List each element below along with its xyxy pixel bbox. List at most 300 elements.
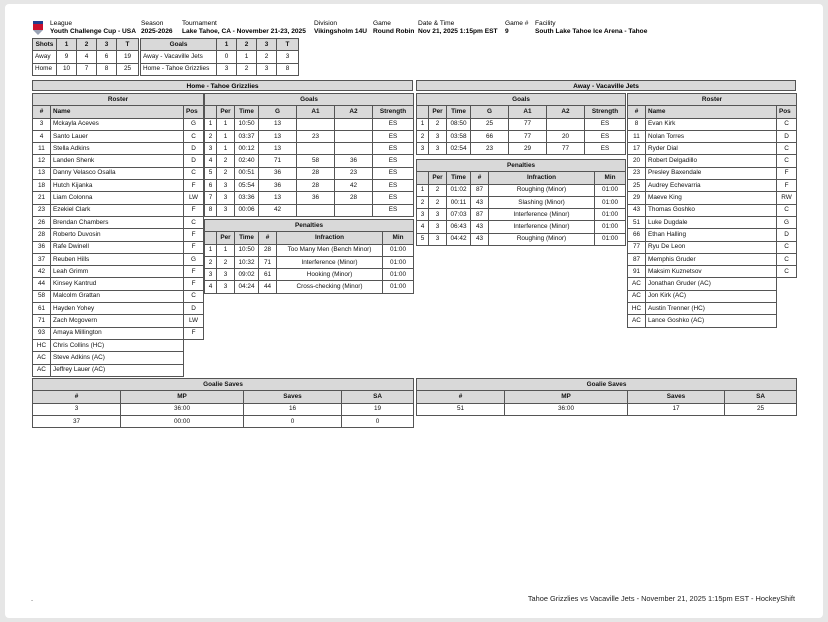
table-cell <box>335 130 373 142</box>
column-header: Infraction <box>489 172 595 184</box>
table-cell: 77 <box>509 130 547 142</box>
game-number-value: 9 <box>505 27 509 35</box>
column-header: Infraction <box>277 232 383 244</box>
home-roster-row <box>33 327 204 339</box>
table-cell: C <box>777 253 797 265</box>
table-cell: 10:50 <box>235 244 259 256</box>
home-penalties-table <box>204 219 414 294</box>
table-cell <box>297 143 335 155</box>
table-cell: 26 <box>33 216 51 228</box>
table-cell <box>335 118 373 130</box>
column-header: Time <box>447 106 471 118</box>
home-penalty-row <box>205 256 414 268</box>
table-cell: 36 <box>33 241 51 253</box>
table-cell: C <box>777 143 797 155</box>
table-cell: 1 <box>205 118 217 130</box>
away-roster-row <box>628 130 797 142</box>
staff-name: Jonathan Gruder (AC) <box>646 278 777 290</box>
home-staff-row <box>33 352 204 364</box>
table-cell: 3 <box>257 63 277 75</box>
column-header: Per <box>429 106 447 118</box>
table-cell: Liam Colonna <box>51 192 184 204</box>
column-header: Strength <box>585 106 626 118</box>
table-cell: 18 <box>33 180 51 192</box>
staff-role: AC <box>628 278 646 290</box>
table-cell: 04:24 <box>235 281 259 293</box>
table-cell: 36 <box>297 192 335 204</box>
table-cell: C <box>777 155 797 167</box>
home-goal-row <box>205 167 414 179</box>
home-goals-table <box>204 93 414 217</box>
table-cell: 11 <box>33 143 51 155</box>
column-header: Goals <box>141 39 217 51</box>
table-cell: Slashing (Minor) <box>489 196 595 208</box>
datetime-label: Date & Time <box>418 20 455 27</box>
datetime-value: Nov 21, 2025 1:15pm EST <box>418 27 498 35</box>
table-cell: 3 <box>217 192 235 204</box>
table-cell: D <box>777 130 797 142</box>
table-cell: 58 <box>297 155 335 167</box>
table-cell: 1 <box>217 244 235 256</box>
datetime-field <box>418 20 498 35</box>
home-goal-row <box>205 118 414 130</box>
table-cell: 01:00 <box>595 233 626 245</box>
column-header: Per <box>217 232 235 244</box>
away-saves-header-row <box>417 391 797 403</box>
away-goalie-saves-title: Goalie Saves <box>417 379 797 391</box>
away-roster-row <box>628 155 797 167</box>
table-cell: 9 <box>57 51 77 63</box>
table-cell: Santo Lauer <box>51 130 184 142</box>
table-cell: 36 <box>335 155 373 167</box>
game-number-field <box>505 20 528 35</box>
column-header: T <box>277 39 299 51</box>
column-header: G <box>259 106 297 118</box>
table-cell: 4 <box>205 281 217 293</box>
column-header: T <box>117 39 139 51</box>
column-header: # <box>33 391 121 403</box>
season-field <box>141 20 173 35</box>
table-cell: 00:12 <box>235 143 259 155</box>
table-cell: 36 <box>259 180 297 192</box>
table-cell: 11 <box>628 130 646 142</box>
table-cell: F <box>184 266 204 278</box>
column-header: 1 <box>57 39 77 51</box>
home-goal-row <box>205 130 414 142</box>
away-roster-row <box>628 216 797 228</box>
table-cell: 13 <box>259 130 297 142</box>
table-cell: Mckayla Aceves <box>51 118 184 130</box>
footer-text: Tahoe Grizzlies vs Vacaville Jets - November 21, 2025 1:15pm EST - HockeyShift <box>527 594 795 603</box>
goals-summary-row <box>141 51 299 63</box>
table-cell: 3 <box>429 130 447 142</box>
table-cell: 00:06 <box>235 204 259 216</box>
table-cell: ES <box>373 167 414 179</box>
table-cell: C <box>184 290 204 302</box>
table-cell: 13 <box>259 192 297 204</box>
table-cell: 02:40 <box>235 155 259 167</box>
table-cell: 6 <box>205 180 217 192</box>
table-cell: C <box>777 204 797 216</box>
table-cell: 00:11 <box>447 196 471 208</box>
table-cell: D <box>184 143 204 155</box>
home-penalties-title: Penalties <box>205 220 414 232</box>
table-cell: 23 <box>628 167 646 179</box>
column-header: Shots <box>33 39 57 51</box>
table-cell: 3 <box>429 209 447 221</box>
away-staff-row <box>628 278 797 290</box>
table-cell: Hayden Yohey <box>51 303 184 315</box>
table-cell: G <box>184 118 204 130</box>
table-cell: 16 <box>244 403 342 415</box>
table-cell: Maeve King <box>646 192 777 204</box>
table-cell: 51 <box>628 216 646 228</box>
table-cell: Stella Adkins <box>51 143 184 155</box>
table-cell: Home - Tahoe Grizzlies <box>141 63 217 75</box>
table-cell: Memphis Gruder <box>646 253 777 265</box>
shots-row <box>33 63 139 75</box>
staff-role: AC <box>628 315 646 327</box>
table-cell: Presley Baxendale <box>646 167 777 179</box>
table-cell: 42 <box>335 180 373 192</box>
table-cell: D <box>777 229 797 241</box>
tournament-value: Lake Tahoe, CA - November 21-23, 2025 <box>182 27 306 35</box>
column-header: Pos <box>777 106 797 118</box>
table-cell: 1 <box>237 51 257 63</box>
table-cell: 3 <box>429 143 447 155</box>
table-cell: ES <box>373 180 414 192</box>
table-cell: 43 <box>471 233 489 245</box>
home-penalty-row <box>205 269 414 281</box>
table-cell: F <box>184 229 204 241</box>
table-cell: 37 <box>33 253 51 265</box>
staff-name: Austin Trenner (HC) <box>646 303 777 315</box>
table-cell: 06:43 <box>447 221 471 233</box>
table-cell: Interference (Minor) <box>489 209 595 221</box>
table-cell: 3 <box>429 221 447 233</box>
column-header: A1 <box>297 106 335 118</box>
table-cell: 01:00 <box>383 281 414 293</box>
table-cell: F <box>184 278 204 290</box>
table-cell: 0 <box>244 415 342 427</box>
table-cell: C <box>777 241 797 253</box>
table-cell: 10:50 <box>235 118 259 130</box>
away-roster-row <box>628 143 797 155</box>
table-cell: Rafe Dwinell <box>51 241 184 253</box>
shots-header-row <box>33 39 139 51</box>
column-header: Per <box>217 106 235 118</box>
table-cell: 3 <box>217 281 235 293</box>
home-roster-row <box>33 278 204 290</box>
table-cell: Reuben Hills <box>51 253 184 265</box>
table-cell: 7 <box>77 63 97 75</box>
table-cell: 28 <box>33 229 51 241</box>
away-penalty-row <box>417 209 626 221</box>
table-cell: 0 <box>342 415 414 427</box>
column-header <box>205 106 217 118</box>
table-cell: 01:00 <box>595 196 626 208</box>
table-cell: 3 <box>277 51 299 63</box>
column-header: # <box>628 106 646 118</box>
table-cell: F <box>777 167 797 179</box>
table-cell: Ryu De Leon <box>646 241 777 253</box>
game-field <box>373 20 414 35</box>
home-roster-row <box>33 216 204 228</box>
home-team-title: Home - Tahoe Grizzlies <box>32 80 413 91</box>
table-cell: 2 <box>429 118 447 130</box>
table-cell: LW <box>184 315 204 327</box>
table-cell: Nolan Torres <box>646 130 777 142</box>
home-roster-row <box>33 130 204 142</box>
column-header: 2 <box>237 39 257 51</box>
home-roster-row <box>33 167 204 179</box>
column-header: Time <box>235 232 259 244</box>
column-header: A1 <box>509 106 547 118</box>
table-cell: 1 <box>417 184 429 196</box>
table-cell: ES <box>373 118 414 130</box>
away-roster-row <box>628 253 797 265</box>
table-cell: 2 <box>257 51 277 63</box>
home-roster-row <box>33 241 204 253</box>
away-penalties-table <box>416 159 626 246</box>
table-cell: 3 <box>205 269 217 281</box>
table-cell: 2 <box>237 63 257 75</box>
home-goals-header-row <box>205 106 414 118</box>
table-cell: 01:00 <box>595 209 626 221</box>
table-cell: 87 <box>471 209 489 221</box>
table-cell: 25 <box>471 118 509 130</box>
table-cell: 77 <box>509 118 547 130</box>
column-header: Strength <box>373 106 414 118</box>
staff-name: Jeffrey Lauer (AC) <box>51 364 184 376</box>
table-cell: 44 <box>259 281 277 293</box>
table-cell: 19 <box>342 403 414 415</box>
goals-summary-header-row <box>141 39 299 51</box>
home-staff-row <box>33 364 204 376</box>
table-cell: 77 <box>628 241 646 253</box>
home-roster-row <box>33 204 204 216</box>
table-cell: 71 <box>33 315 51 327</box>
table-cell: 71 <box>259 155 297 167</box>
column-header: # <box>471 172 489 184</box>
away-penalties-title: Penalties <box>417 160 626 172</box>
table-cell: Too Many Men (Bench Minor) <box>277 244 383 256</box>
table-cell: ES <box>373 155 414 167</box>
table-cell: 03:58 <box>447 130 471 142</box>
table-cell: 3 <box>217 269 235 281</box>
table-cell: 03:36 <box>235 192 259 204</box>
staff-role: AC <box>628 290 646 302</box>
goals-summary-row <box>141 63 299 75</box>
column-header: # <box>417 391 505 403</box>
home-roster-row <box>33 266 204 278</box>
home-goal-row <box>205 192 414 204</box>
home-roster-row <box>33 290 204 302</box>
table-cell: 23 <box>297 130 335 142</box>
table-cell: 2 <box>429 184 447 196</box>
table-cell: 07:03 <box>447 209 471 221</box>
away-staff-row <box>628 290 797 302</box>
table-cell: 1 <box>205 244 217 256</box>
home-saves-row <box>33 403 414 415</box>
away-penalty-row <box>417 221 626 233</box>
table-cell: 29 <box>628 192 646 204</box>
staff-role: AC <box>33 364 51 376</box>
table-cell: 6 <box>97 51 117 63</box>
table-cell: C <box>777 118 797 130</box>
table-cell: 20 <box>547 130 585 142</box>
table-cell: 01:00 <box>383 244 414 256</box>
table-cell: 25 <box>117 63 139 75</box>
table-cell: 1 <box>217 143 235 155</box>
table-cell: Brendan Chambers <box>51 216 184 228</box>
table-cell: 28 <box>259 244 277 256</box>
home-goal-row <box>205 143 414 155</box>
table-cell: 43 <box>471 221 489 233</box>
column-header: 1 <box>217 39 237 51</box>
away-penalty-row <box>417 233 626 245</box>
table-cell: 66 <box>628 229 646 241</box>
table-cell: 23 <box>33 204 51 216</box>
column-header: # <box>259 232 277 244</box>
away-roster-row <box>628 192 797 204</box>
table-cell: 3 <box>217 204 235 216</box>
home-roster-table <box>32 93 204 377</box>
away-roster-row <box>628 118 797 130</box>
table-cell: Evan Kirk <box>646 118 777 130</box>
table-cell: 28 <box>297 167 335 179</box>
home-roster-row <box>33 315 204 327</box>
table-cell: 4 <box>77 51 97 63</box>
table-cell: ES <box>585 143 626 155</box>
away-roster-table <box>627 93 797 328</box>
table-cell: Thomas Goshko <box>646 204 777 216</box>
column-header: 3 <box>97 39 117 51</box>
away-penalty-row <box>417 196 626 208</box>
table-cell: 28 <box>297 180 335 192</box>
season-label: Season <box>141 20 164 27</box>
table-cell: Interference (Minor) <box>489 221 595 233</box>
column-header: # <box>33 106 51 118</box>
table-cell: Cross-checking (Minor) <box>277 281 383 293</box>
footer-dot: . <box>31 594 34 603</box>
table-cell: 1 <box>417 118 429 130</box>
table-cell: Malcolm Grattan <box>51 290 184 302</box>
home-saves-header-row <box>33 391 414 403</box>
away-roster-row <box>628 266 797 278</box>
column-header <box>417 172 429 184</box>
table-cell: C <box>184 167 204 179</box>
home-goal-row <box>205 180 414 192</box>
table-cell: 43 <box>471 196 489 208</box>
table-cell: 25 <box>628 180 646 192</box>
column-header: Time <box>235 106 259 118</box>
column-header: Saves <box>244 391 342 403</box>
table-cell: 4 <box>417 221 429 233</box>
table-cell: ES <box>373 143 414 155</box>
tournament-label: Tournament <box>182 20 217 27</box>
table-cell: 3 <box>417 209 429 221</box>
home-goals-title: Goals <box>205 94 414 106</box>
home-roster-header-row <box>33 106 204 118</box>
away-goals-header-row <box>417 106 626 118</box>
table-cell: Zach Mcgovern <box>51 315 184 327</box>
home-penalty-row <box>205 244 414 256</box>
away-roster-header-row <box>628 106 797 118</box>
table-cell: ES <box>373 130 414 142</box>
table-cell: C <box>184 216 204 228</box>
table-cell: G <box>184 253 204 265</box>
table-cell: Kinsey Kantrud <box>51 278 184 290</box>
facility-label: Facility <box>535 20 556 27</box>
table-cell: Roughing (Minor) <box>489 233 595 245</box>
home-roster-row <box>33 118 204 130</box>
table-cell: 61 <box>259 269 277 281</box>
table-cell: Amaya Millington <box>51 327 184 339</box>
staff-name: Jon Kirk (AC) <box>646 290 777 302</box>
table-cell: 2 <box>205 256 217 268</box>
away-penalties-header-row <box>417 172 626 184</box>
league-label: League <box>50 20 73 27</box>
home-roster-row <box>33 143 204 155</box>
home-goal-row <box>205 155 414 167</box>
table-cell: 3 <box>429 233 447 245</box>
column-header <box>417 106 429 118</box>
table-cell: 5 <box>205 167 217 179</box>
home-roster-row <box>33 180 204 192</box>
home-roster-row <box>33 192 204 204</box>
table-cell: 01:02 <box>447 184 471 196</box>
column-header: Per <box>429 172 447 184</box>
table-cell: Audrey Echevarria <box>646 180 777 192</box>
table-cell: 23 <box>471 143 509 155</box>
table-cell: 71 <box>259 256 277 268</box>
table-cell: C <box>184 130 204 142</box>
table-cell: D <box>184 303 204 315</box>
table-cell: 61 <box>33 303 51 315</box>
table-cell: 10 <box>57 63 77 75</box>
game-label: Game <box>373 20 391 27</box>
away-staff-row <box>628 303 797 315</box>
table-cell: 36:00 <box>121 403 244 415</box>
table-cell: 4 <box>33 130 51 142</box>
away-goals-title: Goals <box>417 94 626 106</box>
away-goalie-saves-table <box>416 378 797 416</box>
table-cell: 7 <box>205 192 217 204</box>
table-cell: Robert Delgadillo <box>646 155 777 167</box>
staff-role: HC <box>628 303 646 315</box>
table-cell <box>297 204 335 216</box>
table-cell: 51 <box>417 403 505 415</box>
away-saves-row <box>417 403 797 415</box>
home-goalie-saves-title: Goalie Saves <box>33 379 414 391</box>
table-cell: 58 <box>33 290 51 302</box>
table-cell: LW <box>184 192 204 204</box>
table-cell: 87 <box>628 253 646 265</box>
column-header: 2 <box>77 39 97 51</box>
away-penalty-row <box>417 184 626 196</box>
table-cell: 42 <box>33 266 51 278</box>
table-cell: 3 <box>205 143 217 155</box>
table-cell: 91 <box>628 266 646 278</box>
away-staff-row <box>628 315 797 327</box>
table-cell: RW <box>777 192 797 204</box>
table-cell: 20 <box>628 155 646 167</box>
column-header: Pos <box>184 106 204 118</box>
table-cell: F <box>184 241 204 253</box>
away-goals-table <box>416 93 626 155</box>
table-cell: 17 <box>628 143 646 155</box>
